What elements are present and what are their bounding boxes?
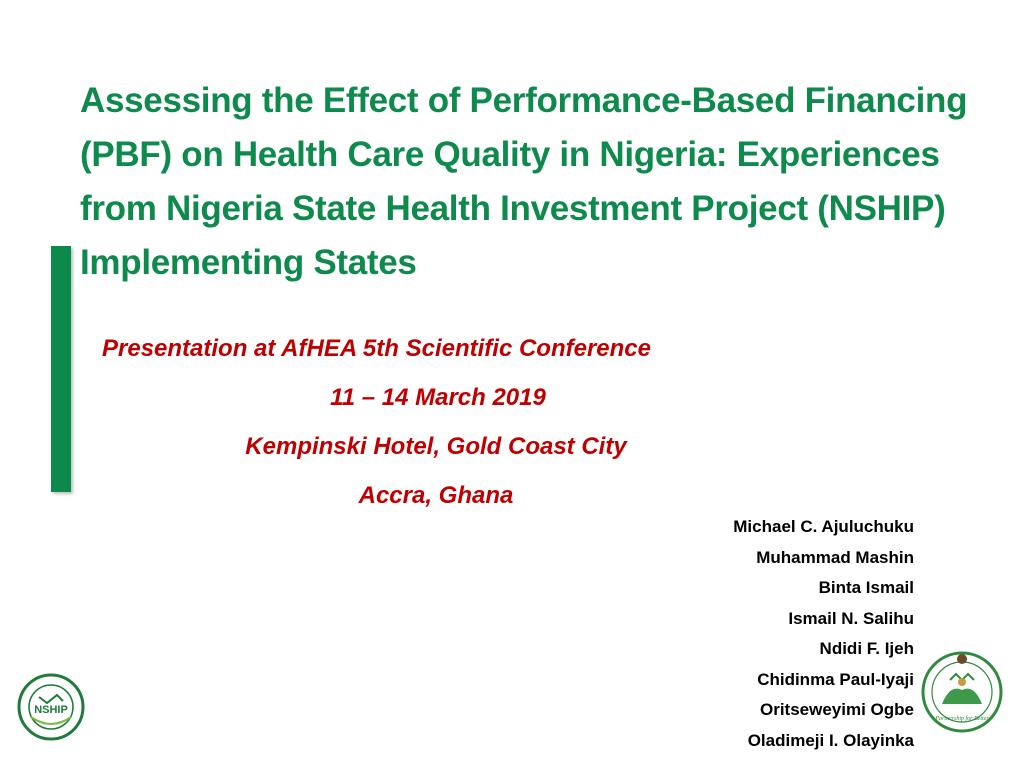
nship-logo-text: NSHIP [34, 704, 68, 716]
author-name: Ndidi F. Ijeh [819, 639, 914, 658]
accent-bar [51, 246, 71, 492]
author-list [733, 512, 914, 756]
conference-location: Accra, Ghana [358, 482, 514, 509]
author-name: Binta Ismail [818, 578, 914, 597]
conference-dates: 11 – 14 March 2019 [330, 384, 546, 411]
author-name: Ismail N. Salihu [788, 608, 914, 628]
author-name: Oritseweyimi Ogbe [760, 700, 914, 719]
author-name: Oladimeji I. Olayinka [747, 730, 914, 750]
conference-name: Presentation at AfHEA 5th Scientific Conference [102, 335, 651, 362]
slide-title: Assessing the Effect of Performance-Based Financing (PBF) on Health Care Quality in Nigeria: Experiences from Nigeria State Health Investment Project (NSHIP) Implementing States [80, 81, 968, 282]
ministry-seal-logo [920, 650, 1004, 734]
conference-info [96, 324, 776, 520]
author-name: Muhammad Mashin [756, 547, 914, 567]
seal-motto: Partnership for Better [935, 716, 989, 722]
conference-venue: Kempinski Hotel, Gold Coast City [245, 433, 627, 460]
nship-logo [17, 673, 85, 741]
author-name: Michael C. Ajuluchuku [733, 517, 914, 536]
author-name: Chidinma Paul-Iyaji [757, 669, 914, 689]
